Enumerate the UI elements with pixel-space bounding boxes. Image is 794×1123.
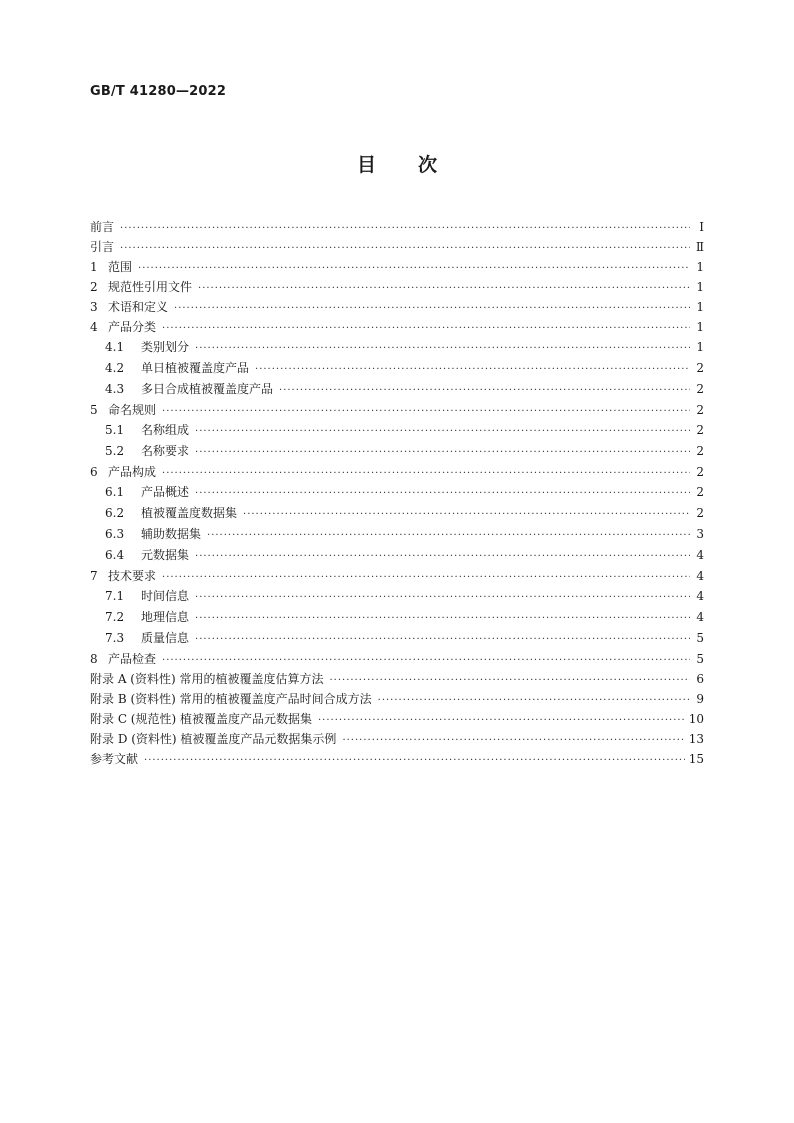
toc-entry[interactable] bbox=[90, 420, 704, 441]
toc-entry-page: 2 bbox=[696, 465, 704, 479]
toc-entry-label: 范围 bbox=[108, 260, 133, 274]
toc-dot-leader bbox=[195, 442, 690, 463]
toc-dot-leader bbox=[195, 483, 690, 504]
toc-entry-number: 6.1 bbox=[105, 485, 125, 499]
toc-dot-leader bbox=[162, 651, 690, 671]
toc-entry-number: 7.3 bbox=[105, 631, 125, 645]
toc-entry-number: 6.4 bbox=[105, 548, 125, 562]
toc-dot-leader bbox=[138, 259, 690, 279]
toc-dot-leader bbox=[195, 546, 690, 567]
toc-entry-label: 名称要求 bbox=[141, 444, 190, 458]
toc-title-char: 次 bbox=[418, 154, 438, 176]
toc-entry[interactable] bbox=[90, 337, 704, 358]
toc-title-char: 目 bbox=[356, 154, 376, 176]
toc-entry[interactable] bbox=[90, 503, 704, 524]
toc-dot-leader bbox=[162, 568, 690, 588]
toc-dot-leader bbox=[207, 525, 690, 546]
toc-entry[interactable] bbox=[90, 729, 704, 749]
toc-entry-label: 参考文献 bbox=[90, 752, 139, 766]
toc-entry-page: 4 bbox=[696, 548, 704, 562]
toc-dot-leader bbox=[243, 504, 690, 525]
toc-entry[interactable] bbox=[90, 649, 704, 669]
toc-entry-page: 4 bbox=[696, 610, 704, 624]
toc-entry-page: 2 bbox=[696, 361, 704, 375]
standard-number: GB/T 41280—2022 bbox=[90, 84, 227, 99]
toc-dot-leader bbox=[174, 299, 690, 319]
toc-entry[interactable] bbox=[90, 689, 704, 709]
toc-dot-leader bbox=[195, 338, 690, 359]
toc-entry-page: 5 bbox=[696, 631, 704, 645]
toc-entry-label: 引言 bbox=[90, 240, 115, 254]
toc-entry-page: 2 bbox=[696, 444, 704, 458]
toc-entry-page: 9 bbox=[696, 692, 704, 706]
toc-dot-leader bbox=[279, 380, 690, 401]
toc-entry-page: 15 bbox=[688, 752, 704, 766]
toc-entry-label: 术语和定义 bbox=[108, 300, 169, 314]
toc-dot-leader bbox=[195, 587, 690, 608]
toc-entry[interactable] bbox=[90, 379, 704, 400]
toc-entry[interactable] bbox=[90, 297, 704, 317]
toc-entry-label: 产品构成 bbox=[108, 465, 157, 479]
toc-entry-page: 2 bbox=[696, 423, 704, 437]
toc-entry[interactable] bbox=[90, 669, 704, 689]
toc-entry[interactable] bbox=[90, 749, 704, 769]
toc-entry-page: 10 bbox=[688, 712, 704, 726]
toc-dot-leader bbox=[120, 239, 690, 259]
toc-title bbox=[0, 150, 794, 177]
toc-entry-number: 4.2 bbox=[105, 361, 125, 375]
toc-entry-number: 7 bbox=[90, 569, 98, 583]
toc-entry-number: 7.2 bbox=[105, 610, 125, 624]
toc-entry-label: 技术要求 bbox=[108, 569, 157, 583]
toc-entry-label: 规范性引用文件 bbox=[108, 280, 193, 294]
toc-dot-leader bbox=[162, 319, 690, 339]
toc-entry[interactable] bbox=[90, 317, 704, 337]
toc-entry-number: 3 bbox=[90, 300, 98, 314]
toc-entry-label: 质量信息 bbox=[141, 631, 190, 645]
toc-entry-number: 7.1 bbox=[105, 589, 125, 603]
toc-entry-number: 6 bbox=[90, 465, 98, 479]
toc-entry-label: 类别划分 bbox=[141, 340, 190, 354]
toc-entry[interactable] bbox=[90, 566, 704, 586]
toc-entry-page: 1 bbox=[696, 260, 704, 274]
toc-entry-number: 2 bbox=[90, 280, 98, 294]
toc-entry-page: 6 bbox=[696, 672, 704, 686]
toc-entry-label: 附录 A (资料性) 常用的植被覆盖度估算方法 bbox=[90, 672, 324, 686]
toc-entry-number: 6.3 bbox=[105, 527, 125, 541]
toc-entry-label: 前言 bbox=[90, 220, 115, 234]
toc-entry-label: 附录 D (资料性) 植被覆盖度产品元数据集示例 bbox=[90, 732, 337, 746]
toc-dot-leader bbox=[198, 279, 690, 299]
toc-entry-label: 附录 C (规范性) 植被覆盖度产品元数据集 bbox=[90, 712, 312, 726]
toc-dot-leader bbox=[162, 464, 690, 484]
toc-entry-page: 4 bbox=[696, 569, 704, 583]
toc-entry-number: 8 bbox=[90, 652, 98, 666]
toc-entry-page: 5 bbox=[696, 652, 704, 666]
toc-entry-page: 3 bbox=[696, 527, 704, 541]
toc-entry-label: 时间信息 bbox=[141, 589, 190, 603]
toc-entry-label: 单日植被覆盖度产品 bbox=[141, 361, 250, 375]
toc-entry-label: 地理信息 bbox=[141, 610, 190, 624]
toc-entry[interactable] bbox=[90, 400, 704, 420]
toc-entry[interactable] bbox=[90, 462, 704, 482]
toc-entry[interactable] bbox=[90, 257, 704, 277]
toc-entry[interactable] bbox=[90, 524, 704, 545]
toc-entry[interactable] bbox=[90, 607, 704, 628]
toc-dot-leader bbox=[255, 359, 690, 380]
toc-entry-page: 4 bbox=[696, 589, 704, 603]
toc-dot-leader bbox=[195, 629, 690, 650]
toc-entry[interactable] bbox=[90, 482, 704, 503]
toc-entry-page: 1 bbox=[696, 300, 704, 314]
toc-dot-leader bbox=[144, 751, 685, 771]
toc-entry[interactable] bbox=[90, 277, 704, 297]
toc-entry-number: 4.1 bbox=[105, 340, 125, 354]
toc-entry-page: 2 bbox=[696, 382, 704, 396]
toc-entry[interactable] bbox=[90, 709, 704, 729]
toc-dot-leader bbox=[378, 691, 690, 711]
toc-entry-label: 产品概述 bbox=[141, 485, 190, 499]
toc-entry-number: 1 bbox=[90, 260, 98, 274]
toc-entry-label: 命名规则 bbox=[108, 403, 157, 417]
toc-entry-number: 4 bbox=[90, 320, 98, 334]
toc-entry-page: Ⅰ bbox=[699, 220, 704, 234]
toc-entry-label: 元数据集 bbox=[141, 548, 190, 562]
toc-entry-label: 辅助数据集 bbox=[141, 527, 202, 541]
toc-dot-leader bbox=[120, 219, 690, 239]
toc-entry[interactable] bbox=[90, 237, 704, 257]
toc-entry-label: 植被覆盖度数据集 bbox=[141, 506, 238, 520]
toc-entry[interactable] bbox=[90, 358, 704, 379]
toc-entry[interactable] bbox=[90, 628, 704, 649]
toc-list bbox=[90, 217, 704, 769]
toc-dot-leader bbox=[195, 608, 690, 629]
toc-entry-label: 产品检查 bbox=[108, 652, 157, 666]
toc-entry[interactable] bbox=[90, 217, 704, 237]
toc-entry-page: 2 bbox=[696, 485, 704, 499]
toc-entry-number: 6.2 bbox=[105, 506, 125, 520]
toc-entry-label: 附录 B (资料性) 常用的植被覆盖度产品时间合成方法 bbox=[90, 692, 372, 706]
toc-entry-page: 13 bbox=[688, 732, 704, 746]
toc-entry[interactable] bbox=[90, 545, 704, 566]
toc-entry-label: 产品分类 bbox=[108, 320, 157, 334]
toc-entry-page: 1 bbox=[696, 340, 704, 354]
toc-entry[interactable] bbox=[90, 441, 704, 462]
toc-entry[interactable] bbox=[90, 586, 704, 607]
toc-entry-number: 5.2 bbox=[105, 444, 125, 458]
toc-entry-label: 多日合成植被覆盖度产品 bbox=[141, 382, 274, 396]
toc-entry-number: 5.1 bbox=[105, 423, 125, 437]
toc-entry-number: 5 bbox=[90, 403, 98, 417]
toc-entry-page: Ⅱ bbox=[695, 240, 704, 254]
toc-dot-leader bbox=[162, 402, 690, 422]
toc-entry-page: 2 bbox=[696, 403, 704, 417]
toc-dot-leader bbox=[318, 711, 685, 731]
toc-entry-label: 名称组成 bbox=[141, 423, 190, 437]
toc-entry-page: 1 bbox=[696, 320, 704, 334]
toc-dot-leader bbox=[342, 731, 684, 751]
toc-entry-page: 1 bbox=[696, 280, 704, 294]
toc-entry-page: 2 bbox=[696, 506, 704, 520]
toc-entry-number: 4.3 bbox=[105, 382, 125, 396]
toc-dot-leader bbox=[195, 421, 690, 442]
toc-dot-leader bbox=[329, 671, 690, 691]
